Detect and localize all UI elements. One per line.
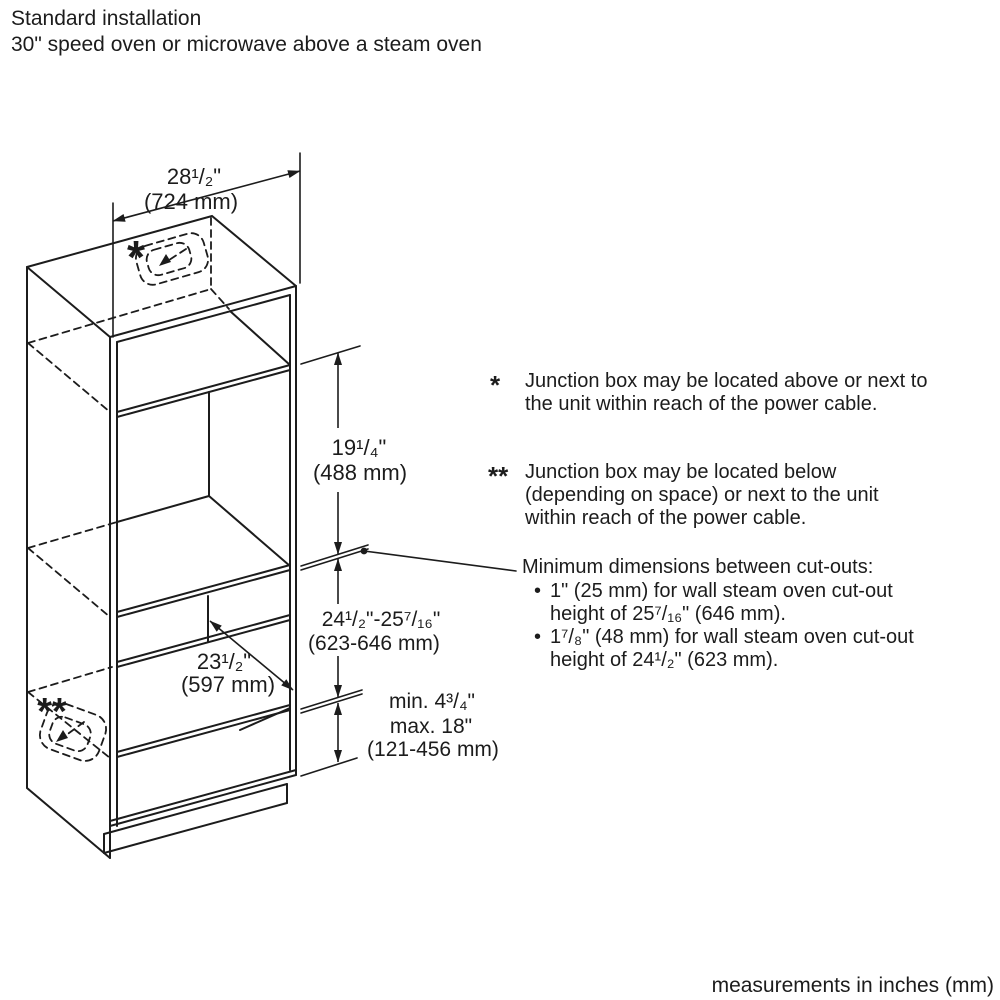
dimension-upper-cutout: [313, 353, 407, 554]
depth-mm-label: (597 mm): [180, 672, 276, 697]
min-dims-bullet-1: • 1" (25 mm) for wall steam oven cut-out height of 25⁷/₁₆" (646 mm).: [522, 580, 952, 626]
clearance-mm-label: (121-456 mm): [367, 738, 499, 761]
note2-asterisk: **: [488, 461, 509, 491]
units-note: measurements in inches (mm): [711, 974, 994, 997]
extension-lines: [301, 346, 368, 776]
dimension-lower-cutout: [308, 559, 440, 697]
clearance-max-label: max. 18": [389, 715, 473, 738]
depth-inches-label: 23¹/₂": [196, 649, 252, 674]
clearance-min-label: min. 4³/₄": [388, 690, 476, 713]
note-minimum-dimensions: [522, 556, 952, 672]
title-line-2: 30" speed oven or microwave above a steam oven: [11, 33, 482, 56]
min-dims-heading: Minimum dimensions between cut-outs:: [522, 556, 874, 578]
width-inches-label: 28¹/₂": [166, 164, 222, 189]
note1-asterisk: *: [490, 370, 501, 400]
asterisk-marker-top: *: [127, 231, 145, 283]
dimension-cutout-depth: [181, 621, 293, 697]
leader-line: [361, 548, 516, 571]
note-junction-box-above: [490, 370, 960, 416]
upper-cutout-mm-label: (488 mm): [312, 460, 408, 485]
toe-kick: [104, 784, 287, 853]
cutout-edges: [117, 365, 290, 757]
note2-text: Junction box may be located below (depending on space) or next to the unit within reach of the power cable.: [525, 461, 879, 529]
dimension-bottom-clearance: [338, 690, 499, 762]
note-junction-box-below: [488, 461, 958, 530]
title-line-1: Standard installation: [11, 7, 202, 30]
asterisk-marker-bottom: **: [37, 691, 67, 733]
lower-cutout-mm-label: (623-646 mm): [308, 632, 440, 655]
width-mm-label: (724 mm): [143, 189, 239, 214]
min-dims-bullet-2: • 1⁷/₈" (48 mm) for wall steam oven cut-out height of 24¹/₂" (623 mm).: [522, 626, 952, 672]
lower-cutout-inches-label: 24¹/₂"-25⁷/₁₆": [321, 608, 441, 631]
note1-text: Junction box may be located above or next to the unit within reach of the power cable.: [525, 370, 928, 415]
upper-cutout-inches-label: 19¹/₄": [331, 435, 387, 460]
